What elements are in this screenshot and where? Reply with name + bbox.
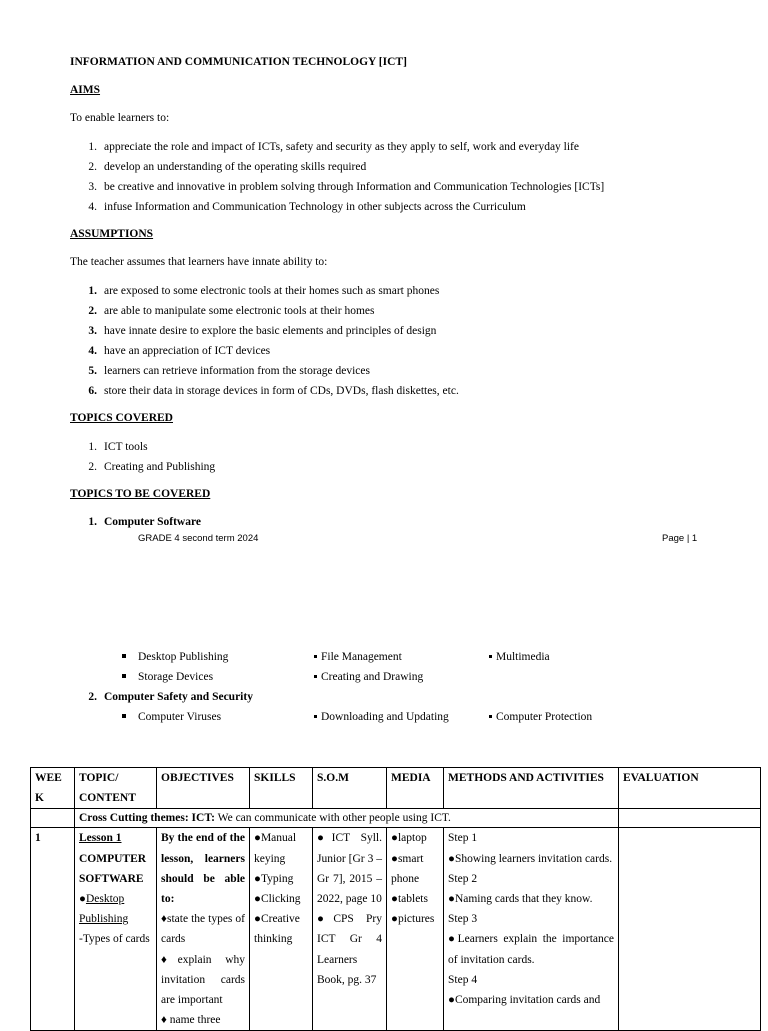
bullet-icon [122,654,126,658]
sub-topic-desktop-publishing: Desktop Publishing [122,651,228,663]
table-cell [619,809,761,828]
topic-content-cell [75,828,157,1031]
assumptions-heading: ASSUMPTIONS [70,228,154,240]
topic-1-title: Computer Software [104,516,201,528]
bullet-icon [314,675,317,678]
step-label: Step 1 [448,832,478,845]
activity-item: ●Comparing invitation cards and [448,994,601,1007]
bullet-icon [489,655,492,658]
activity-item: ●Showing learners invitation cards. [448,852,613,865]
skill-item: ●Typing [254,872,294,885]
activity-item: ●Naming cards that they know. [448,893,593,906]
bullet-icon [314,655,317,658]
sub-topic-creating-drawing: Creating and Drawing [314,671,423,683]
lesson-subtopic: ●Desktop Publishing [79,893,129,926]
topic-2-title: Computer Safety and Security [104,691,253,703]
sub-topic-storage-devices: Storage Devices [122,671,213,683]
assumptions-intro: The teacher assumes that learners have innate ability to: [70,256,328,268]
aims-heading: AIMS [70,84,101,96]
footer-grade: GRADE 4 second term 2024 [138,533,259,544]
header-media: MEDIA [387,768,444,809]
bullet-icon [489,715,492,718]
activity-item: ●Learners explain the importance of invitation cards. [448,933,614,966]
skill-item: ●Manual keying [254,832,297,865]
lesson-content: -Types of cards [79,933,150,946]
sub-topic-downloading-updating: Downloading and Updating [314,711,449,723]
lesson-label: Lesson 1 [79,832,122,845]
media-cell [387,828,444,1031]
bullet-icon [122,674,126,678]
sub-topic-computer-protection: Computer Protection [489,711,592,723]
sub-topic-computer-viruses: Computer Viruses [122,711,221,723]
sub-topic-multimedia: Multimedia [489,651,550,663]
media-item: ●laptop [391,832,427,845]
cross-cutting-row [31,809,761,828]
document-title: INFORMATION AND COMMUNICATION TECHNOLOGY [ICT] [70,56,407,68]
header-skills: SKILLS [250,768,313,809]
som-item: ●CPS Pry ICT Gr 4 Learners Book, pg. 37 [317,913,382,986]
bullet-icon [314,715,317,718]
header-methods: METHODS AND ACTIVITIES [444,768,619,809]
sub-topic-file-management: File Management [314,651,402,663]
objectives-cell [157,828,250,1031]
methods-cell [444,828,619,1031]
media-item: ●pictures [391,913,435,926]
topic-2-number: 2. [88,691,97,703]
header-evaluation: EVALUATION [619,768,761,809]
skill-item: ●Clicking [254,893,301,906]
header-objectives: OBJECTIVES [157,768,250,809]
step-label: Step 4 [448,973,478,986]
som-cell [313,828,387,1031]
step-label: Step 3 [448,913,478,926]
header-week: WEE K [31,768,75,809]
scheme-of-work-table [30,767,761,1031]
step-label: Step 2 [448,872,478,885]
header-som: S.O.M [313,768,387,809]
table-cell [31,809,75,828]
media-item: ●smart phone [391,852,424,885]
bullet-icon [122,714,126,718]
week-number: 1 [31,828,75,1031]
media-item: ●tablets [391,893,428,906]
objective-item: ♦state the types of cards [161,913,245,946]
topics-to-be-covered-heading: TOPICS TO BE COVERED [70,488,211,500]
table-row [31,828,761,1031]
objective-item: ♦ name three [161,1014,221,1027]
topics-covered-heading: TOPICS COVERED [70,412,173,424]
header-topic: TOPIC/ CONTENT [75,768,157,809]
skill-item: ●Creative thinking [254,913,300,946]
topic-1-number: 1. [88,516,97,528]
objectives-intro: By the end of the lesson, learners should be able to: [161,832,245,906]
skills-cell [250,828,313,1031]
table-header-row [31,768,761,809]
footer-page: Page | 1 [662,533,698,544]
objective-item: ♦explain why invitation cards are important [161,953,245,1007]
som-item: ●ICT Syll. Junior [Gr 3 – Gr 7], 2015 – 2022, page 10 [317,832,382,906]
cross-cutting-theme: Cross Cutting themes: ICT: We can communicate with other people using ICT. [75,809,619,828]
lesson-topic: COMPUTER SOFTWARE [79,852,147,885]
aims-intro: To enable learners to: [70,112,170,124]
evaluation-cell [619,828,761,1031]
